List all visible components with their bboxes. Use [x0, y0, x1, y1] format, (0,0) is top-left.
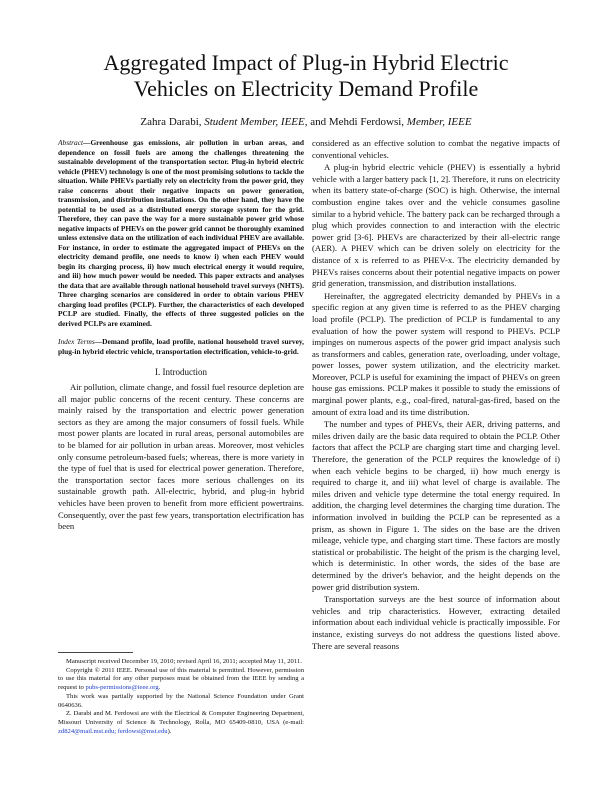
author-role-2: Member, IEEE — [406, 116, 472, 128]
footnote-copyright-text: Copyright © 2011 IEEE. Personal use of this material is permitted. However, permission to use this material for any other purposes must be obtained from the IEEE by sending a request to — [58, 666, 304, 692]
title-line-2: Vehicles on Electricity Demand Profile — [133, 76, 479, 101]
author-email-link[interactable]: zd824@mail.mst.edu; ferdowsi@mst.edu — [58, 727, 168, 735]
index-terms — [58, 337, 304, 356]
right-paragraph-1: A plug-in hybrid electric vehicle (PHEV) is essentially a hybrid vehicle with a larger battery pack [1, 2]. Therefore, it runs on electricity when its battery state-of-charge (SOC) is high. Otherwise, the internal combustion engine takes over and the vehicle consumes gasoline similar to a hybrid vehicle. The battery pack can be recharged through a plug which provides connection to and interaction with the electric power grid [3-6]. PHEVs are characterized by their all-electric range (AER). A PHEV which can be driven solely on electricity for the distance of x is referred to as PHEV-x. The electricity demanded by PHEVs raises concerns about their potential negative impacts on power grid generation, transmission, and distribution installations. — [312, 162, 560, 289]
right-column — [312, 138, 560, 653]
author-joiner: , and Mehdi Ferdowsi, — [304, 116, 407, 128]
permissions-email-link[interactable]: pubs-permissions@ieee.org — [85, 684, 159, 692]
section-heading-introduction: I. Introduction — [155, 367, 207, 377]
footnotes — [58, 658, 304, 736]
footnote-rule — [58, 652, 133, 653]
right-paragraph-4: Transportation surveys are the best source of information about vehicles and trip characteristics. However, extracting detailed information about each individual vehicle is practically impossible. For instance, existing surveys do not address the questions listed above. There are several reasons — [312, 594, 560, 651]
footnote-affiliation — [58, 710, 304, 736]
author-line — [40, 116, 572, 129]
index-terms-text: —Demand profile, load profile, national household travel survey, plug-in hybrid electric vehicle, transportation electrification, vehicle-to-grid. — [58, 337, 305, 356]
footnote-funding: This work was partially supported by the National Science Foundation under Grant 0640636. — [58, 692, 304, 709]
footnote-manuscript: Manuscript received December 19, 2010; revised April 16, 2011; accepted May 11, 2011. — [66, 658, 302, 665]
footnote-affiliation-end: ). — [167, 727, 172, 735]
left-column — [58, 138, 304, 533]
right-paragraph-0: considered as an effective solution to combat the negative impacts of conventional vehicles. — [312, 138, 560, 160]
intro-paragraph-1: Air pollution, climate change, and fossil fuel resource depletion are all major public concerns of the recent century. These concerns are mainly raised by the transportation and electric power generation sectors as they are among the major consumers of fossil fuels. While most power plants are located in rural areas, personal automobiles are to be blamed for air pollution in urban areas. Moreover, most vehicles only consume petroleum-based fuels; whereas, there is more variety in the type of fuel that is used for electrical power generation. Therefore, the transportation sector faces more serious challenges on its sustainable growth path. All-electric, hybrid, and plug-in hybrid vehicles have been proven to benefit from more efficient powertrains. Consequently, over the past few years, transportation electrification has been — [58, 382, 304, 532]
paper-title — [40, 50, 572, 102]
right-paragraph-3: The number and types of PHEVs, their AER, driving patterns, and miles driven daily are the basic data required to obtain the PCLP. Other factors that affect the PCLP are charging start time and charging level. Therefore, the generation of the PCLP requires the knowledge of i) when each vehicle begins to be charged, ii) how much energy is required to charge it, and iii) what level of charge is available. The miles driven and vehicle type determine the total energy required. In addition, the charging level determines the charging time duration. The information involved in building the PCLP can be represented as a prism, as shown in Figure 1. The sides on the base are the driven mileage, vehicle type, and charging start time. These factors are mostly statistical or probabilistic. The height of the prism is the charging level, which is deterministic. In other words, the sides of the base are determined by the driver's behavior, and the height depends on the power grid distribution system. — [312, 419, 560, 592]
index-terms-lead: Index Terms — [58, 337, 95, 346]
abstract — [58, 138, 304, 328]
title-line-1: Aggregated Impact of Plug-in Hybrid Electric — [103, 50, 509, 75]
footnote-affiliation-text: Z. Darabi and M. Ferdowsi are with the Electrical & Computer Engineering Department, Missouri University of Science & Technology, Rolla, MO 65409-0810, USA (e-mail: — [58, 710, 304, 726]
abstract-text: —Greenhouse gas emissions, air pollution in urban areas, and dependence on fossil fuels are among the challenges threatening the sustainable development of the transportation sector. Plug-in hybrid electric vehicle (PHEV) technology is one of the most promising solutions to tackle the situation. While PHEVs partially rely on electricity from the power grid, they raise concerns about their negative impacts on power generation, transmission, and distribution installations. On the other hand, they have the potential to be used as a distributed energy storage system for the grid. Therefore, they can pave the way for a more sustainable power grid whose negative impacts of PHEVs on the power grid cannot be thoroughly examined unless extensive data on the utilization of each individual PHEV are available. For instance, in order to estimate the aggregated impact of PHEVs on the electricity demand profile, one needs to know i) when each PHEV would begin its charging process, ii) how much electrical energy it would require, and iii) how much power would be needed. This paper extracts and analyses the data that are available through national household travel surveys (NHTS). Three charging scenarios are considered in order to obtain various PHEV charging load profiles (PCLP). Further, the characteristics of each developed PCLP are studied. Finally, the effects of three suggested policies on the derived PCLPs are examined. — [58, 138, 304, 328]
footnote-copyright-end: . — [158, 684, 161, 692]
author-name-1: Zahra Darabi, — [140, 116, 205, 128]
abstract-lead: Abstract — [58, 138, 84, 147]
author-role-1: Student Member, IEEE — [204, 116, 305, 128]
footnote-copyright — [58, 667, 304, 693]
right-paragraph-2: Hereinafter, the aggregated electricity demanded by PHEVs in a specific region at any given time is referred to as the PHEV charging load profile (PCLP). The prediction of PCLP is fundamental to any evaluation of how the power system will respond to PHEVs. PCLP impinges on numerous aspects of the power grid impact analysis such as transformers and cables, generation rate, overloading, under voltage, power losses, power system utilization, and the electricity market. Moreover, PCLP is useful for examining the impact of PHEVs on green house gas emissions. PCLP makes it possible to study the emissions of marginal power plants, e.g., coal-fired, natural-gas-fired, based on the amount of extra load and its time distribution. — [312, 290, 560, 417]
